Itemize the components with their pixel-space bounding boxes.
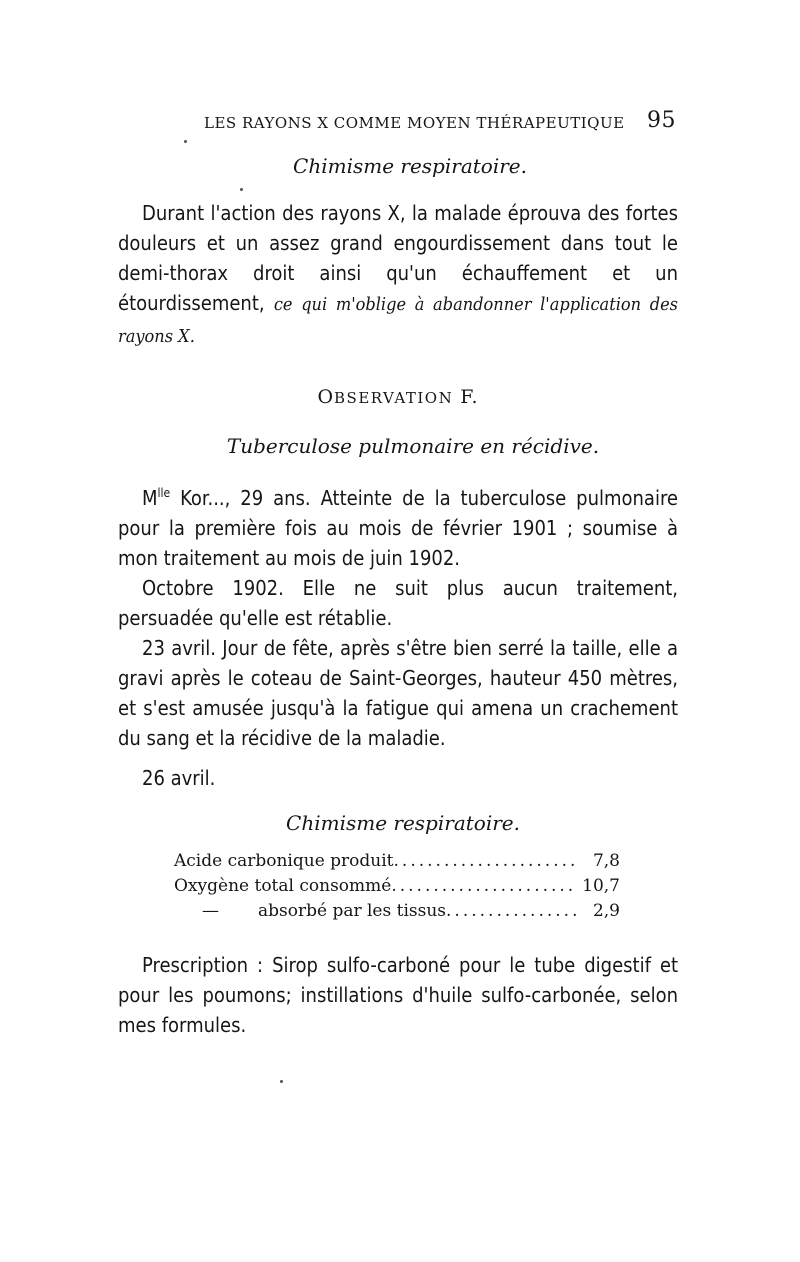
paragraph-patient	[118, 478, 678, 573]
ditto-dash: —	[202, 901, 219, 921]
paragraph-prescription: Prescription : Sirop sulfo-carboné pour le tube digestif et pour les poumons; instillations d'huile sulfo-carbonée, selon mes formules.	[118, 953, 678, 1037]
patient-prefix: M	[142, 486, 158, 510]
book-page	[118, 100, 678, 1040]
observation-subtitle: Tuberculose pulmonaire en récidive.	[226, 434, 600, 458]
results-row-label: Acide carbonique produit	[174, 851, 394, 871]
paragraph-avril: 23 avril. Jour de fête, après s'être bien serré la taille, elle a gravi après le coteau de Saint-Georges, hauteur 450 mètres, et s'est amusée jusqu'à la fatigue qui amena un crachement du sang et la récidive de la maladie.	[118, 636, 678, 750]
observation-title-rest: BSERVATION	[334, 389, 454, 407]
section-heading-chimisme-2: Chimisme respiratoire.	[286, 811, 520, 835]
date-26-avril: 26 avril.	[142, 766, 216, 790]
dot-leader	[394, 849, 578, 874]
page-number: 95	[647, 108, 676, 133]
results-row-value: 10,7	[582, 876, 620, 896]
observation-title-letter: F.	[460, 386, 479, 408]
results-row-value: 2,9	[592, 901, 620, 921]
paragraph-rayons-text: Durant l'action des rayons X, la malade éprouva des fortes douleurs et un assez grand engourdissement dans tout le demi-thorax droit ainsi qu'un échauffement et un étourdissement,	[118, 201, 678, 315]
running-head	[118, 100, 678, 134]
results-row-label: Oxygène total consommé	[174, 876, 392, 896]
results-row-value: 7,8	[592, 851, 620, 871]
paragraph-octobre: Octobre 1902. Elle ne suit plus aucun traitement, persuadée qu'elle est rétablie.	[118, 576, 678, 630]
observation-title	[118, 386, 678, 408]
print-speck	[184, 140, 187, 143]
patient-prefix-superscript: lle	[157, 486, 171, 500]
running-head-title: LES RAYONS X COMME MOYEN THÉRAPEUTIQUE	[204, 114, 625, 132]
results-table	[174, 849, 620, 924]
patient-text: Kor..., 29 ans. Atteinte de la tuberculose pulmonaire pour la première fois au mois de février 1901 ; soumise à mon traitement au mois de juin 1902.	[118, 486, 678, 570]
print-speck	[280, 1080, 283, 1083]
results-row	[174, 874, 620, 899]
paragraph-rayons-effects	[118, 198, 678, 352]
results-row	[174, 849, 620, 874]
print-speck	[240, 188, 243, 191]
dot-leader	[446, 899, 578, 924]
paragraph-rayons-italic: ce qui m'oblige à abandonner l'application des rayons X.	[118, 294, 678, 347]
section-heading-chimisme-1: Chimisme respiratoire.	[293, 154, 527, 178]
dot-leader	[391, 874, 578, 899]
observation-title-initial: O	[317, 386, 335, 408]
results-row	[174, 899, 620, 924]
results-row-label-group	[174, 899, 446, 924]
results-row-label: absorbé par les tissus	[258, 901, 447, 921]
